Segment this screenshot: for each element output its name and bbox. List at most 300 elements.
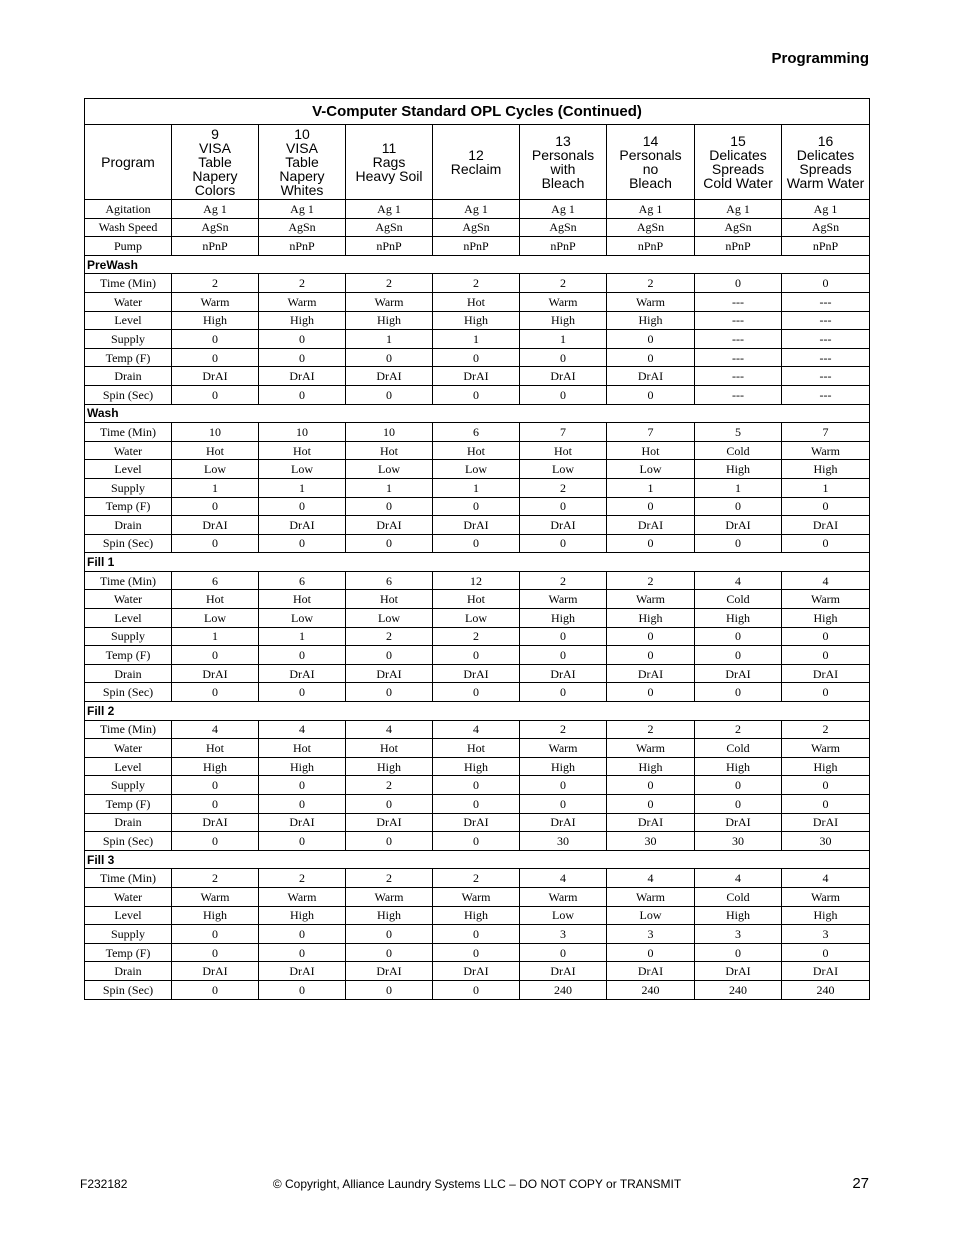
table-cell: 1 — [259, 478, 346, 497]
table-cell: --- — [695, 348, 782, 367]
table-row — [85, 590, 870, 609]
table-cell: AgSn — [259, 218, 346, 237]
row-label: Water — [85, 887, 172, 906]
table-cell: --- — [695, 292, 782, 311]
table-cell: DrAI — [259, 962, 346, 981]
table-cell: 2 — [782, 720, 870, 739]
table-cell: --- — [782, 292, 870, 311]
table-cell: 0 — [782, 683, 870, 702]
table-cell: 0 — [172, 646, 259, 665]
table-row — [85, 237, 870, 256]
table-cell: 0 — [433, 646, 520, 665]
table-cell: Low — [259, 460, 346, 479]
table-cell: Low — [172, 460, 259, 479]
program-header-line: 12 — [468, 147, 484, 163]
table-row — [85, 739, 870, 758]
table-cell: nPnP — [346, 237, 433, 256]
table-cell: 2 — [607, 720, 695, 739]
program-header: Program — [85, 125, 172, 200]
table-cell: High — [695, 609, 782, 628]
row-label: Wash Speed — [85, 218, 172, 237]
table-cell: 0 — [607, 385, 695, 404]
row-label: Drain — [85, 813, 172, 832]
table-cell: 0 — [695, 943, 782, 962]
table-cell: High — [346, 757, 433, 776]
table-cell: 0 — [172, 776, 259, 795]
table-cell: 0 — [607, 795, 695, 814]
table-cell: Warm — [782, 590, 870, 609]
table-cell: DrAI — [433, 367, 520, 386]
program-header-line: Napery — [192, 168, 238, 184]
table-cell: 1 — [346, 478, 433, 497]
table-cell: Cold — [695, 441, 782, 460]
table-cell: Low — [259, 609, 346, 628]
program-header-line: Spreads — [799, 161, 852, 177]
table-cell: Hot — [346, 441, 433, 460]
table-row — [85, 330, 870, 349]
table-cell: 6 — [172, 571, 259, 590]
table-cell: 0 — [782, 646, 870, 665]
table-cell: 2 — [346, 627, 433, 646]
row-label: Temp (F) — [85, 943, 172, 962]
table-cell: Ag 1 — [172, 200, 259, 219]
table-cell: High — [782, 609, 870, 628]
table-cell: 0 — [607, 534, 695, 553]
table-cell: nPnP — [782, 237, 870, 256]
table-cell: 0 — [695, 274, 782, 293]
program-column-header — [782, 125, 870, 200]
table-cell: 0 — [172, 348, 259, 367]
table-cell: 240 — [520, 980, 607, 999]
table-cell: 0 — [433, 980, 520, 999]
table-cell: 0 — [259, 776, 346, 795]
table-cell: DrAI — [520, 516, 607, 535]
table-cell: Warm — [782, 887, 870, 906]
table-row — [85, 534, 870, 553]
table-cell: 2 — [520, 274, 607, 293]
table-cell: 0 — [520, 943, 607, 962]
row-label: Supply — [85, 627, 172, 646]
group-title: PreWash — [85, 255, 870, 274]
table-cell: 0 — [172, 497, 259, 516]
table-cell: High — [172, 757, 259, 776]
table-cell: 0 — [607, 683, 695, 702]
table-cell: DrAI — [172, 367, 259, 386]
table-cell: 0 — [782, 274, 870, 293]
table-cell: 0 — [607, 348, 695, 367]
table-cell: 0 — [433, 385, 520, 404]
table-cell: 0 — [346, 497, 433, 516]
table-cell: 4 — [346, 720, 433, 739]
program-header-line: Personals — [531, 147, 595, 163]
table-cell: 2 — [346, 776, 433, 795]
table-cell: 7 — [607, 423, 695, 442]
table-cell: nPnP — [520, 237, 607, 256]
table-cell: DrAI — [172, 516, 259, 535]
table-cell: 0 — [433, 925, 520, 944]
table-cell: High — [259, 906, 346, 925]
row-label: Temp (F) — [85, 497, 172, 516]
table-cell: --- — [695, 330, 782, 349]
table-cell: DrAI — [782, 813, 870, 832]
table-cell: nPnP — [695, 237, 782, 256]
table-cell: 6 — [346, 571, 433, 590]
table-row — [85, 869, 870, 888]
row-label: Drain — [85, 367, 172, 386]
table-cell: 0 — [607, 627, 695, 646]
table-cell: Hot — [346, 739, 433, 758]
table-cell: 0 — [172, 925, 259, 944]
table-cell: 2 — [695, 720, 782, 739]
row-label: Water — [85, 739, 172, 758]
table-cell: 0 — [346, 646, 433, 665]
table-cell: Warm — [433, 887, 520, 906]
table-cell: Hot — [433, 441, 520, 460]
table-cell: Cold — [695, 739, 782, 758]
table-cell: 0 — [346, 832, 433, 851]
table-cell: Ag 1 — [433, 200, 520, 219]
table-cell: --- — [782, 348, 870, 367]
row-label: Spin (Sec) — [85, 832, 172, 851]
table-cell: Hot — [259, 590, 346, 609]
row-label: Supply — [85, 776, 172, 795]
table-cell: DrAI — [607, 516, 695, 535]
table-cell: 1 — [346, 330, 433, 349]
table-cell: 0 — [782, 627, 870, 646]
table-cell: 0 — [433, 348, 520, 367]
table-cell: 0 — [695, 795, 782, 814]
table-cell: 1 — [172, 478, 259, 497]
table-cell: 4 — [782, 869, 870, 888]
table-row — [85, 813, 870, 832]
table-cell: AgSn — [695, 218, 782, 237]
table-row — [85, 943, 870, 962]
program-header-line: Delicates — [709, 147, 767, 163]
program-header-line: Spreads — [711, 161, 765, 177]
table-cell: 0 — [782, 795, 870, 814]
table-cell: 1 — [607, 478, 695, 497]
table-cell: DrAI — [520, 664, 607, 683]
group-header-row — [85, 553, 870, 572]
table-cell: High — [782, 757, 870, 776]
table-cell: 0 — [259, 795, 346, 814]
table-cell: 0 — [433, 795, 520, 814]
row-label: Drain — [85, 664, 172, 683]
program-header-line: 9 — [211, 126, 219, 142]
table-row — [85, 460, 870, 479]
table-cell: 0 — [433, 776, 520, 795]
table-cell: nPnP — [607, 237, 695, 256]
table-cell: Hot — [607, 441, 695, 460]
page-number: 27 — [852, 1175, 869, 1192]
table-row — [85, 609, 870, 628]
table-cell: 0 — [695, 534, 782, 553]
program-header-line: Bleach — [541, 175, 585, 191]
table-cell: 2 — [433, 627, 520, 646]
row-label: Level — [85, 311, 172, 330]
table-cell: 0 — [346, 980, 433, 999]
table-cell: High — [520, 609, 607, 628]
program-header-line: no — [642, 161, 659, 177]
table-cell: 0 — [607, 330, 695, 349]
table-cell: 0 — [433, 534, 520, 553]
row-label: Spin (Sec) — [85, 683, 172, 702]
table-cell: 0 — [695, 683, 782, 702]
table-cell: High — [607, 757, 695, 776]
program-header-line: Personals — [619, 147, 682, 163]
table-cell: High — [520, 757, 607, 776]
row-label: Spin (Sec) — [85, 534, 172, 553]
table-cell: 0 — [346, 348, 433, 367]
table-cell: 0 — [782, 534, 870, 553]
row-label: Drain — [85, 516, 172, 535]
table-cell: 0 — [259, 980, 346, 999]
table-cell: 0 — [520, 627, 607, 646]
table-row — [85, 720, 870, 739]
table-cell: 0 — [259, 348, 346, 367]
program-header-line: Rags — [372, 154, 406, 170]
table-cell: Hot — [433, 739, 520, 758]
table-cell: 0 — [520, 348, 607, 367]
table-cell: 2 — [520, 571, 607, 590]
table-row — [85, 348, 870, 367]
group-title: Wash — [85, 404, 870, 423]
table-cell: Ag 1 — [346, 200, 433, 219]
row-label: Level — [85, 609, 172, 628]
table-cell: Low — [520, 460, 607, 479]
table-cell: High — [695, 906, 782, 925]
table-cell: 1 — [172, 627, 259, 646]
table-cell: Warm — [172, 292, 259, 311]
table-cell: DrAI — [346, 367, 433, 386]
table-cell: --- — [695, 385, 782, 404]
program-header-line: 15 — [730, 133, 746, 149]
table-cell: High — [346, 311, 433, 330]
table-row — [85, 218, 870, 237]
table-cell: 0 — [346, 534, 433, 553]
table-cell: 0 — [695, 627, 782, 646]
table-cell: AgSn — [172, 218, 259, 237]
table-cell: 0 — [259, 534, 346, 553]
table-row — [85, 683, 870, 702]
program-column-header — [695, 125, 782, 200]
table-cell: DrAI — [695, 962, 782, 981]
table-cell: DrAI — [520, 813, 607, 832]
table-cell: High — [782, 460, 870, 479]
table-cell: 2 — [346, 869, 433, 888]
table-cell: High — [520, 311, 607, 330]
table-row — [85, 200, 870, 219]
table-cell: 0 — [520, 385, 607, 404]
table-cell: Hot — [172, 590, 259, 609]
row-label: Temp (F) — [85, 646, 172, 665]
table-cell: DrAI — [433, 962, 520, 981]
table-cell: 0 — [520, 646, 607, 665]
table-cell: 0 — [172, 832, 259, 851]
program-header-line: 16 — [817, 133, 834, 149]
table-row — [85, 980, 870, 999]
table-cell: High — [172, 906, 259, 925]
table-cell: Low — [607, 906, 695, 925]
table-cell: Warm — [520, 292, 607, 311]
table-cell: 4 — [520, 869, 607, 888]
table-row — [85, 906, 870, 925]
program-header-line: 14 — [642, 133, 659, 149]
table-cell: Ag 1 — [520, 200, 607, 219]
row-label: Drain — [85, 962, 172, 981]
section-heading: Programming — [771, 50, 869, 67]
table-body — [85, 200, 870, 1000]
table-cell: 4 — [172, 720, 259, 739]
table-cell: Ag 1 — [607, 200, 695, 219]
table-cell: 0 — [172, 980, 259, 999]
table-cell: DrAI — [259, 813, 346, 832]
table-cell: 0 — [607, 646, 695, 665]
table-cell: DrAI — [607, 367, 695, 386]
table-cell: 0 — [782, 943, 870, 962]
table-row — [85, 757, 870, 776]
table-row — [85, 776, 870, 795]
table-row — [85, 925, 870, 944]
table-row — [85, 423, 870, 442]
table-cell: 3 — [782, 925, 870, 944]
table-row — [85, 832, 870, 851]
table-cell: 1 — [433, 478, 520, 497]
table-cell: 240 — [607, 980, 695, 999]
table-cell: 2 — [520, 478, 607, 497]
table-cell: High — [607, 311, 695, 330]
table-cell: 30 — [607, 832, 695, 851]
table-cell: DrAI — [782, 962, 870, 981]
table-cell: High — [433, 757, 520, 776]
row-label: Water — [85, 441, 172, 460]
table-cell: DrAI — [695, 664, 782, 683]
table-cell: 2 — [346, 274, 433, 293]
table-cell: 0 — [172, 683, 259, 702]
table-cell: Warm — [346, 292, 433, 311]
table-cell: AgSn — [782, 218, 870, 237]
row-label: Pump — [85, 237, 172, 256]
table-cell: 0 — [433, 832, 520, 851]
table-cell: 240 — [782, 980, 870, 999]
table-cell: --- — [782, 311, 870, 330]
group-title: Fill 2 — [85, 702, 870, 721]
group-header-row — [85, 404, 870, 423]
table-cell: Hot — [433, 292, 520, 311]
table-cell: Ag 1 — [782, 200, 870, 219]
row-label: Spin (Sec) — [85, 980, 172, 999]
table-cell: Warm — [782, 441, 870, 460]
table-cell: 3 — [520, 925, 607, 944]
row-label: Water — [85, 292, 172, 311]
program-header-line: Bleach — [629, 175, 672, 191]
table-cell: Warm — [520, 887, 607, 906]
table-cell: 0 — [695, 497, 782, 516]
program-header-line: Cold Water — [703, 175, 773, 191]
program-header-line: Napery — [279, 168, 325, 184]
program-header-line: Reclaim — [450, 161, 502, 177]
table-cell: 2 — [433, 869, 520, 888]
table-cell: 0 — [782, 776, 870, 795]
table-cell: 2 — [259, 869, 346, 888]
row-label: Time (Min) — [85, 869, 172, 888]
table-cell: 7 — [782, 423, 870, 442]
copyright-notice: © Copyright, Alliance Laundry Systems LLC – DO NOT COPY or TRANSMIT — [272, 1177, 682, 1191]
table-cell: 1 — [520, 330, 607, 349]
table-cell: 0 — [172, 534, 259, 553]
table-cell: DrAI — [172, 813, 259, 832]
table-cell: DrAI — [520, 962, 607, 981]
table-cell: DrAI — [259, 664, 346, 683]
table-row — [85, 367, 870, 386]
table-cell: Hot — [346, 590, 433, 609]
table-row — [85, 311, 870, 330]
program-header-line: Colors — [194, 182, 236, 198]
table-cell: 0 — [346, 385, 433, 404]
table-cell: 4 — [782, 571, 870, 590]
table-cell: 0 — [259, 925, 346, 944]
table-cell: Warm — [607, 590, 695, 609]
table-cell: DrAI — [346, 516, 433, 535]
table-row — [85, 646, 870, 665]
table-cell: 2 — [172, 869, 259, 888]
table-cell: 0 — [782, 497, 870, 516]
table-cell: 2 — [520, 720, 607, 739]
table-cell: Hot — [259, 441, 346, 460]
table-cell: 2 — [172, 274, 259, 293]
table-cell: 0 — [607, 497, 695, 516]
table-cell: 1 — [695, 478, 782, 497]
table-cell: DrAI — [346, 962, 433, 981]
table-cell: Warm — [782, 739, 870, 758]
document-id: F232182 — [80, 1177, 128, 1191]
program-column-header — [520, 125, 607, 200]
table-cell: 2 — [259, 274, 346, 293]
table-cell: 3 — [607, 925, 695, 944]
table-cell: High — [607, 609, 695, 628]
table-title: V-Computer Standard OPL Cycles (Continued) — [85, 99, 870, 125]
table-cell: 0 — [607, 776, 695, 795]
table-cell: Low — [433, 460, 520, 479]
table-cell: Low — [433, 609, 520, 628]
table-cell: 0 — [695, 646, 782, 665]
program-header-line: Table — [198, 154, 232, 170]
table-cell: Warm — [607, 887, 695, 906]
table-cell: 10 — [172, 423, 259, 442]
program-header-line: Table — [285, 154, 319, 170]
column-header-row — [85, 125, 870, 200]
row-label: Time (Min) — [85, 423, 172, 442]
table-cell: AgSn — [433, 218, 520, 237]
table-cell: DrAI — [695, 516, 782, 535]
table-cell: Low — [346, 609, 433, 628]
opl-cycles-table — [84, 98, 870, 1000]
table-row — [85, 962, 870, 981]
table-cell: Hot — [433, 590, 520, 609]
row-label: Level — [85, 757, 172, 776]
table-cell: DrAI — [782, 516, 870, 535]
table-row — [85, 516, 870, 535]
table-cell: AgSn — [607, 218, 695, 237]
table-cell: 2 — [607, 571, 695, 590]
table-cell: 0 — [259, 385, 346, 404]
table-cell: Warm — [346, 887, 433, 906]
table-cell: DrAI — [172, 664, 259, 683]
table-cell: DrAI — [172, 962, 259, 981]
group-title: Fill 3 — [85, 850, 870, 869]
program-header-line: VISA — [286, 140, 318, 156]
table-cell: DrAI — [607, 962, 695, 981]
